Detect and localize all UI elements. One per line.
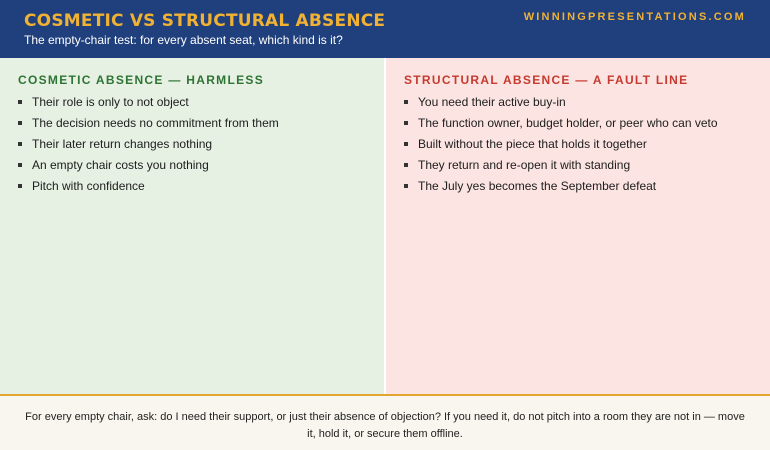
cosmetic-absence-panel: [0, 58, 384, 394]
list-item-text: Their later return changes nothing: [32, 137, 213, 151]
bullet-icon: [18, 163, 22, 167]
page-subtitle: The empty-chair test: for every absent seat, which kind is it?: [24, 33, 343, 47]
bullet-icon: [404, 121, 408, 125]
bullet-icon: [18, 142, 22, 146]
list-item: [404, 95, 752, 110]
structural-absence-heading: STRUCTURAL ABSENCE — A FAULT LINE: [404, 73, 689, 87]
list-item-text: They return and re-open it with standing: [418, 158, 631, 172]
bullet-icon: [404, 163, 408, 167]
cosmetic-absence-list: [18, 95, 366, 194]
list-item: [404, 158, 752, 173]
list-item-text: Pitch with confidence: [32, 179, 145, 193]
brand-label: WINNINGPRESENTATIONS.COM: [523, 11, 746, 23]
list-item-text: You need their active buy-in: [418, 95, 566, 109]
list-item-text: The July yes becomes the September defeat: [418, 179, 657, 193]
list-item: [18, 95, 366, 110]
bullet-icon: [18, 184, 22, 188]
cosmetic-absence-heading: COSMETIC ABSENCE — HARMLESS: [18, 73, 265, 87]
bullet-icon: [404, 142, 408, 146]
bullet-icon: [18, 121, 22, 125]
bullet-icon: [404, 184, 408, 188]
list-item: [404, 116, 752, 131]
list-item-text: Built without the piece that holds it together: [418, 137, 647, 151]
list-item-text: The decision needs no commitment from them: [32, 116, 279, 130]
structural-absence-list: [404, 95, 752, 194]
bullet-icon: [18, 100, 22, 104]
list-item: [18, 158, 366, 173]
list-item-text: Their role is only to not object: [32, 95, 189, 109]
list-item: [404, 137, 752, 152]
page-title: COSMETIC VS STRUCTURAL ABSENCE: [24, 11, 386, 31]
list-item-text: An empty chair costs you nothing: [32, 158, 209, 172]
bullet-icon: [404, 100, 408, 104]
footer-note: For every empty chair, ask: do I need their support, or just their absence of objection? If you need it, do not pitch into a room they are not in — move it, hold it, or secure them offline.: [0, 396, 770, 450]
list-item: [18, 179, 366, 194]
list-item: [18, 116, 366, 131]
structural-absence-panel: [386, 58, 770, 394]
header-bar: [0, 0, 770, 58]
list-item-text: The function owner, budget holder, or peer who can veto: [418, 116, 718, 130]
list-item: [404, 179, 752, 194]
list-item: [18, 137, 366, 152]
